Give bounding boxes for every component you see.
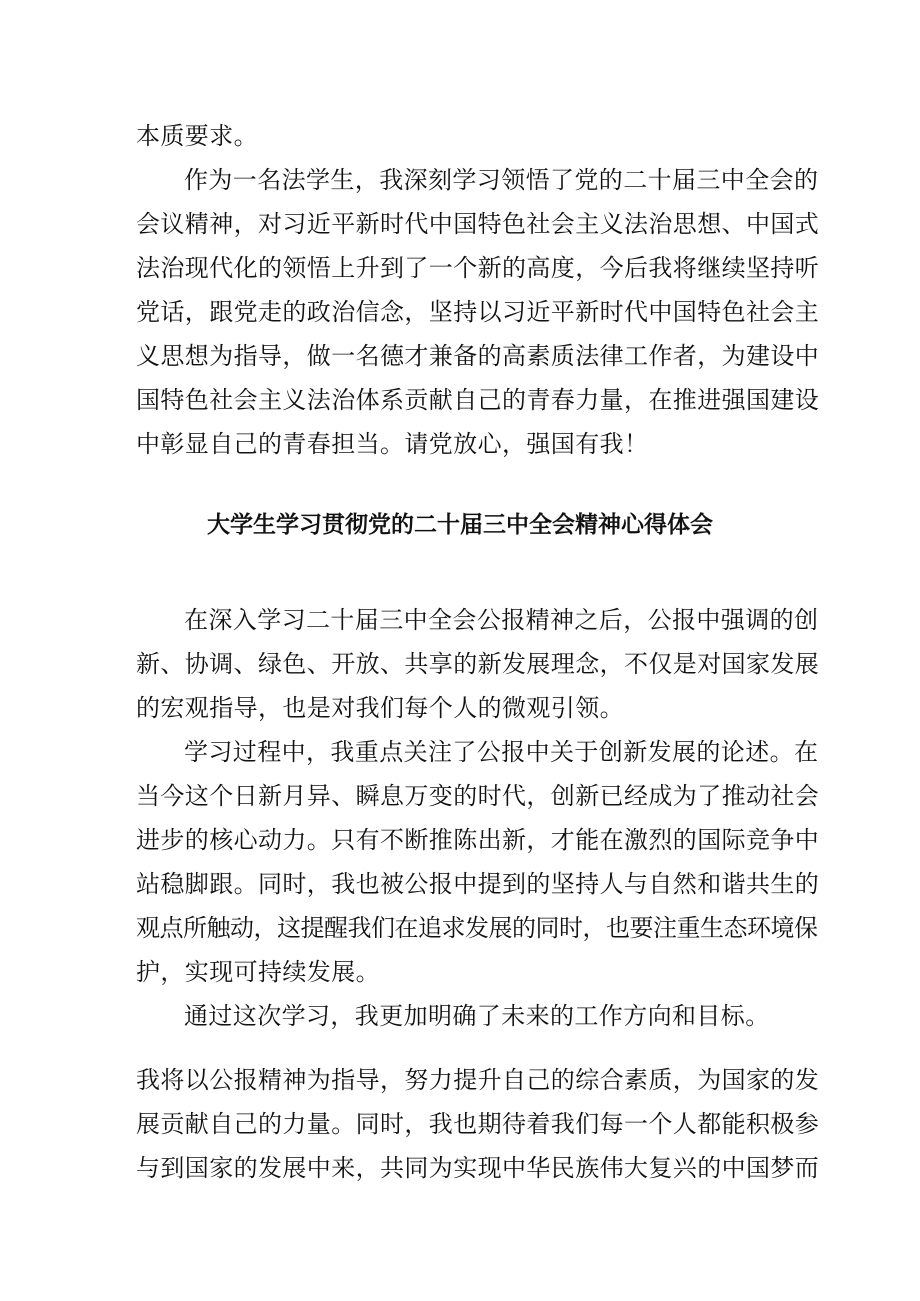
section-title: 大学生学习贯彻党的二十届三中全会精神心得体会 bbox=[207, 512, 713, 538]
paragraph-5-line-1: 通过这次学习，我更加明确了未来的工作方向和目标。 bbox=[184, 1002, 770, 1030]
paragraph-4-line-2: 当今这个日新月异、瞬息万变的时代，创新已经成为了推动社会 bbox=[136, 782, 820, 810]
paragraph-2-line-2: 会议精神，对习近平新时代中国特色社会主义法治思想、中国式 bbox=[136, 210, 820, 238]
paragraph-4-line-5: 观点所触动，这提醒我们在追求发展的同时，也要注重生态环境保 bbox=[136, 914, 818, 942]
paragraph-2-line-5: 义思想为指导，做一名德才兼备的高素质法律工作者，为建设中 bbox=[136, 342, 820, 370]
paragraph-4-line-6: 护，实现可持续发展。 bbox=[136, 958, 380, 986]
paragraph-2-line-6: 国特色社会主义法治体系贡献自己的青春力量，在推进强国建设 bbox=[136, 386, 820, 414]
paragraph-4-line-4: 站稳脚跟。同时，我也被公报中提到的坚持人与自然和谐共生的 bbox=[136, 870, 820, 898]
paragraph-2-line-3: 法治现代化的领悟上升到了一个新的高度，今后我将继续坚持听 bbox=[136, 254, 820, 282]
paragraph-4-line-3: 进步的核心动力。只有不断推陈出新，才能在激烈的国际竞争中 bbox=[136, 826, 820, 854]
paragraph-6-line-2: 展贡献自己的力量。同时，我也期待着我们每一个人都能积极参 bbox=[136, 1110, 820, 1138]
paragraph-3-line-3: 的宏观指导，也是对我们每个人的微观引领。 bbox=[136, 694, 624, 722]
paragraph-1-line-1: 本质要求。 bbox=[136, 122, 258, 150]
paragraph-3-line-1: 在深入学习二十届三中全会公报精神之后，公报中强调的创 bbox=[184, 606, 819, 634]
paragraph-2-line-7: 中彰显自己的青春担当。请党放心，强国有我！ bbox=[136, 430, 649, 458]
paragraph-3-line-2: 新、协调、绿色、开放、共享的新发展理念，不仅是对国家发展 bbox=[136, 650, 820, 678]
paragraph-2-line-4: 党话，跟党走的政治信念，坚持以习近平新时代中国特色社会主 bbox=[136, 298, 820, 326]
paragraph-4-line-1: 学习过程中，我重点关注了公报中关于创新发展的论述。在 bbox=[184, 738, 819, 766]
paragraph-6-line-1: 我将以公报精神为指导，努力提升自己的综合素质，为国家的发 bbox=[136, 1066, 820, 1094]
paragraph-2-line-1: 作为一名法学生，我深刻学习领悟了党的二十届三中全会的 bbox=[184, 166, 819, 194]
paragraph-6-line-3: 与到国家的发展中来，共同为实现中华民族伟大复兴的中国梦而 bbox=[136, 1154, 820, 1182]
